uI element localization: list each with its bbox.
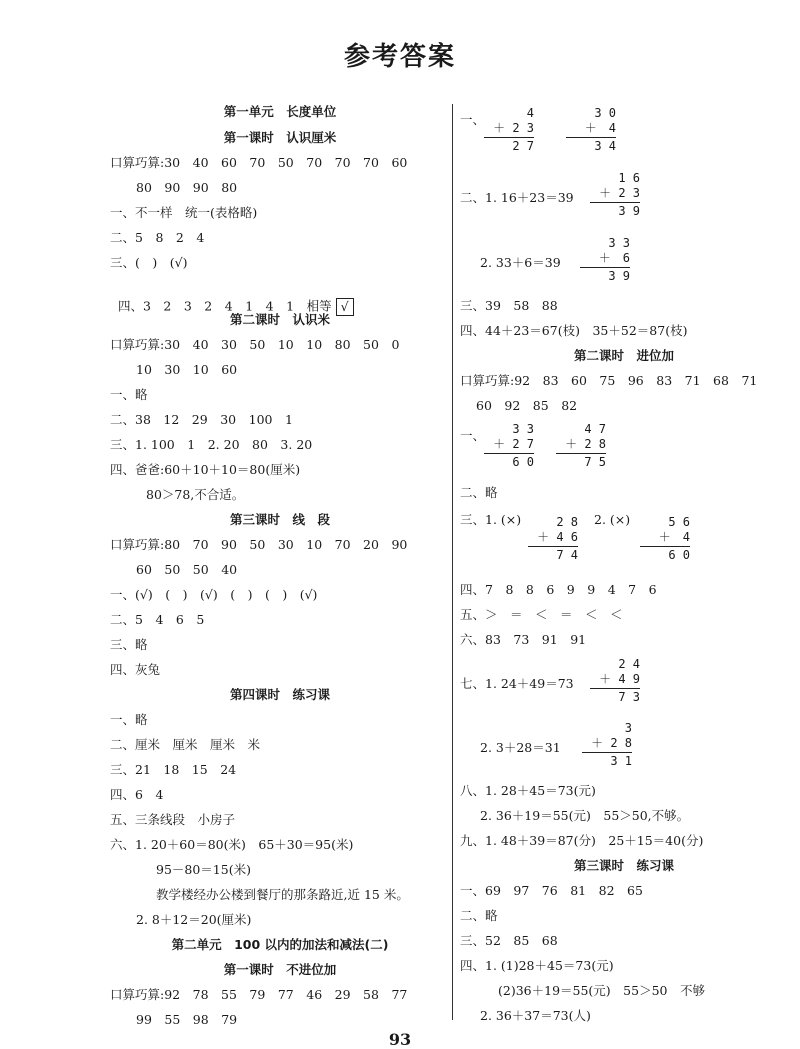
l3-kousuan-b: 60 50 50 40 [136,562,238,577]
l1-kousuan: 口算巧算:30 40 60 70 50 70 70 70 60 [110,155,408,170]
r2-q9: 九、1. 48＋39＝87(分) 25＋15＝40(分) [460,833,704,848]
vertical-calc-1: 4 ＋ 2 3 2 7 [484,106,534,154]
l1-q2: 二、5 8 2 4 [110,230,205,245]
r3-q1: 一、69 97 76 81 82 65 [460,883,643,898]
r2-q7-2: 2. 3＋28＝31 [480,740,561,755]
l4-q1: 一、略 [110,712,148,727]
l2-q2: 二、38 12 29 30 100 1 [110,412,293,427]
l4-q3: 三、21 18 15 24 [110,762,237,777]
r2-q3-1: 三、1. (×) [460,512,522,527]
r3-q4-1: 四、1. (1)28＋45＝73(元) [460,958,614,973]
r3-q2: 二、略 [460,908,498,923]
r-kousuan: 口算巧算:92 83 60 75 96 83 71 68 71 [460,373,758,388]
l1-q4-text: 四、3 2 3 2 4 1 4 1 相等 [117,298,332,314]
page-number: 93 [388,1030,412,1049]
lesson4-title: 第四课时 练习课 [229,687,330,702]
l4-q6-c: 教学楼经办公楼到餐厅的那条路近,近 15 米。 [156,887,409,902]
l3-q1: 一、(√) ( ) (√) ( ) ( ) (√) [110,587,318,602]
l1-q3: 三、( ) (√) [110,255,188,270]
r-q4: 四、44＋23＝67(枝) 35＋52＝87(枝) [460,323,688,338]
vertical-calc-7: 2 8 ＋ 4 6 7 4 [528,515,578,563]
l3-q3: 三、略 [110,637,148,652]
r-q2-1: 二、1. 16＋23＝39 [460,190,574,205]
r-lesson3-title: 第三课时 练习课 [573,858,674,873]
l1-q4 [110,282,354,316]
l4-q2: 二、厘米 厘米 厘米 米 [110,737,261,752]
l1-q1: 一、不一样 统一(表格略) [110,205,258,220]
l3-q4: 四、灰兔 [110,662,161,677]
unit1-title: 第一单元 长度单位 [223,104,337,119]
r3-q3: 三、52 85 68 [460,933,558,948]
vertical-calc-2: 3 0 ＋ 4 3 4 [566,106,616,154]
u2l1-kousuan-b: 99 55 98 79 [136,1012,238,1027]
l4-q6-b: 95－80＝15(米) [156,862,251,877]
r3-q4-2: (2)36＋19＝55(元) 55＞50 不够 [498,983,705,998]
l2-q4-b: 80＞78,不合适。 [146,487,245,502]
u2l1-kousuan: 口算巧算:92 78 55 79 77 46 29 58 77 [110,987,408,1002]
page-title: 参考答案 [343,42,456,72]
lesson1-title: 第一课时 认识厘米 [223,130,337,145]
r2-q5: 五、＞ ＝ ＜ ＝ ＜ ＜ [460,607,623,622]
vertical-calc-8: 5 6 ＋ 4 6 0 [640,515,690,563]
l2-kousuan-b: 10 30 10 60 [136,362,238,377]
l3-q2: 二、5 4 6 5 [110,612,205,627]
r2-q7-1: 七、1. 24＋49＝73 [460,676,574,691]
l2-q1: 一、略 [110,387,148,402]
r3-q4-3: 2. 36＋37＝73(人) [480,1008,591,1023]
r2-q2: 二、略 [460,485,498,500]
r2-q4: 四、7 8 8 6 9 9 4 7 6 [460,582,657,597]
vertical-calc-4: 3 3 ＋ 6 3 9 [580,236,630,284]
r2-q6: 六、83 73 91 91 [460,632,587,647]
vertical-calc-6: 4 7 ＋ 2 8 7 5 [556,422,606,470]
vertical-calc-3: 1 6 ＋ 2 3 3 9 [590,171,640,219]
l2-q4: 四、爸爸:60＋10＋10＝80(厘米) [110,462,301,477]
r-q1: 一、 [460,112,486,127]
l4-q6-d: 2. 8＋12＝20(厘米) [136,912,252,927]
check-box: √ [336,298,354,316]
l4-q4: 四、6 4 [110,787,164,802]
u2-lesson1-title: 第一课时 不进位加 [223,962,337,977]
lesson2-title: 第二课时 认识米 [229,312,330,327]
r2-q8-1: 八、1. 28＋45＝73(元) [460,783,596,798]
lesson3-title: 第三课时 线 段 [229,512,330,527]
r-lesson2-title: 第二课时 进位加 [573,348,674,363]
r-kousuan-b: 60 92 85 82 [476,398,578,413]
column-divider [452,104,453,1020]
r-q3: 三、39 58 88 [460,298,558,313]
l2-kousuan: 口算巧算:30 40 30 50 10 10 80 50 0 [110,337,400,352]
r2-q3-2: 2. (×) [594,512,631,527]
r-q2-2: 2. 33＋6＝39 [480,255,561,270]
vertical-calc-9: 2 4 ＋ 4 9 7 3 [590,657,640,705]
r2-q8-2: 2. 36＋19＝55(元) 55＞50,不够。 [480,808,690,823]
l4-q6: 六、1. 20＋60＝80(米) 65＋30＝95(米) [110,837,354,852]
r2-q1: 一、 [460,428,486,443]
unit2-title: 第二单元 100 以内的加法和减法(二) [171,937,389,952]
vertical-calc-10: 3 ＋ 2 8 3 1 [582,721,632,769]
vertical-calc-5: 3 3 ＋ 2 7 6 0 [484,422,534,470]
l2-q3: 三、1. 100 1 2. 20 80 3. 20 [110,437,313,452]
l3-kousuan: 口算巧算:80 70 90 50 30 10 70 20 90 [110,537,408,552]
l4-q5: 五、三条线段 小房子 [110,812,236,827]
l1-kousuan-b: 80 90 90 80 [136,180,238,195]
